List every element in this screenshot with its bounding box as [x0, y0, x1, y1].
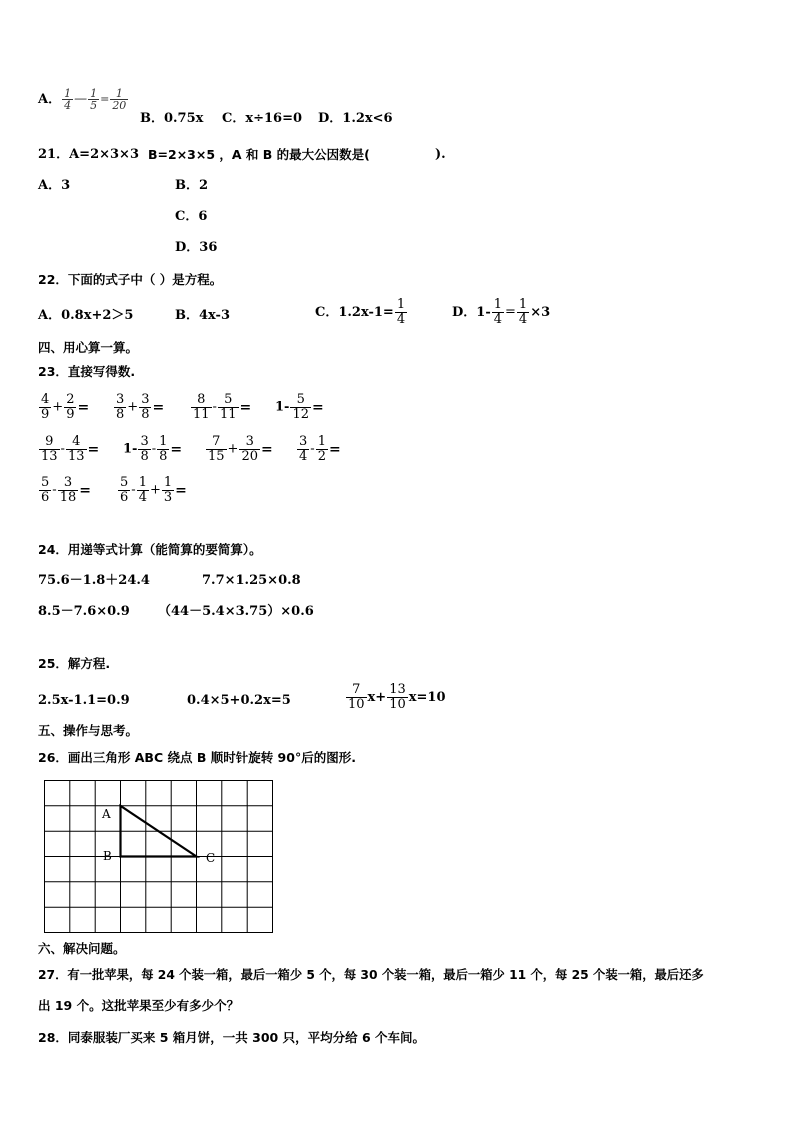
- fraction: $\frac{3}{18}$: [59, 475, 77, 505]
- q20-option-d: D．1.2x<6: [318, 111, 393, 126]
- q25-equation-a: 2.5x-1.1=0.9: [38, 693, 130, 708]
- q23-expr-9: $\frac{5}{6}$ - $\frac{3}{18}$ =: [41, 475, 91, 505]
- q23-expr-1: $\frac{4}{9}$ + $\frac{2}{9}$ =: [41, 392, 90, 422]
- q23-expr-6: 1- $\frac{3}{8}$ - $\frac{1}{8}$ =: [123, 434, 183, 464]
- q25-stem: 25．解方程.: [38, 656, 111, 671]
- q27-line-1: 27．有一批苹果，每 24 个装一箱，最后一箱少 5 个，每 30 个装一箱，最后一箱少 11 个，每 25 个装一箱，最后还多: [38, 968, 704, 982]
- fraction: $\frac{1}{20}$: [112, 87, 127, 112]
- q22-option-d: D．1- $\frac{1}{4}$ = $\frac{1}{4}$ ×3: [452, 297, 551, 327]
- fraction: $\frac{1}{4}$: [518, 297, 528, 327]
- q20-options: A． $\frac{1}{4}$ — $\frac{1}{5}$ = $\frac{1}{20}$: [38, 87, 127, 112]
- fraction: $\frac{1}{4}$: [493, 297, 502, 327]
- q21-stem-end: ).: [435, 147, 446, 162]
- fraction: $\frac{3}{8}$: [141, 392, 150, 422]
- q21-option-d: D．36: [175, 240, 218, 255]
- section-5-title: 五、操作与思考。: [38, 723, 139, 738]
- q23-expr-3: $\frac{8}{11}$ - $\frac{5}{11}$ =: [193, 392, 252, 422]
- vertex-label-c: C: [206, 851, 216, 865]
- fraction: $\frac{3}{8}$: [116, 392, 125, 422]
- fraction: $\frac{1}{2}$: [317, 434, 326, 464]
- q23-expr-2: $\frac{3}{8}$ + $\frac{3}{8}$ =: [116, 392, 165, 422]
- fraction: $\frac{8}{11}$: [193, 392, 210, 422]
- q28-line-1: 28．同泰服装厂买来 5 箱月饼，一共 300 只，平均分给 6 个车间。: [38, 1030, 425, 1045]
- fraction: $\frac{1}{8}$: [159, 434, 168, 464]
- fraction: $\frac{1}{4}$: [64, 87, 72, 112]
- q24-expr-a: 75.6－1.8＋24.4: [38, 573, 150, 588]
- fraction: $\frac{4}{9}$: [41, 392, 50, 422]
- fraction: $\frac{1}{3}$: [163, 475, 173, 505]
- q23-expr-7: $\frac{7}{15}$ + $\frac{3}{20}$ =: [208, 434, 273, 464]
- q25-equation-c: $\frac{7}{10}$ x+ $\frac{13}{10}$ x=10: [348, 682, 446, 712]
- fraction: $\frac{1}{4}$: [138, 475, 147, 505]
- q23-stem: 23．直接写得数.: [38, 364, 136, 379]
- q21-option-c: C．6: [175, 209, 208, 224]
- q23-expr-4: 1- $\frac{5}{12}$ =: [275, 392, 324, 422]
- vertex-label-a: A: [102, 807, 111, 821]
- q20-option-c: C．x÷16=0: [222, 111, 303, 126]
- q21-option-a: A．3: [38, 178, 71, 193]
- section-4-title: 四、用心算一算。: [38, 340, 139, 355]
- fraction: $\frac{3}{4}$: [299, 434, 308, 464]
- fraction: $\frac{2}{9}$: [66, 392, 75, 422]
- q22-option-a: A．0.8x+2＞5: [38, 308, 134, 323]
- q23-expr-10: $\frac{5}{6}$ - $\frac{1}{4}$ + $\frac{1}{3}$ =: [120, 475, 187, 505]
- q21-stem-b: B=2×3×5 ，A 和 B 的最大公因数是(: [148, 147, 370, 162]
- fraction: $\frac{1}{4}$: [396, 297, 406, 327]
- fraction: $\frac{13}{10}$: [389, 682, 406, 712]
- q25-equation-b: 0.4×5+0.2x=5: [187, 693, 291, 708]
- q24-expr-b: 7.7×1.25×0.8: [202, 573, 301, 588]
- q22-stem: 22．下面的式子中（ ）是方程。: [38, 272, 223, 287]
- fraction: $\frac{9}{13}$: [41, 434, 58, 464]
- fraction: $\frac{5}{11}$: [219, 392, 237, 422]
- q26-stem: 26．画出三角形 ABC 绕点 B 顺时针旋转 90°后的图形.: [38, 750, 356, 765]
- section-6-title: 六、解决问题。: [38, 941, 126, 956]
- q20-option-b: B．0.75x: [140, 111, 204, 126]
- q24-expr-d: （44－5.4×3.75）×0.6: [158, 604, 314, 619]
- fraction: $\frac{3}{20}$: [241, 434, 258, 464]
- q23-expr-8: $\frac{3}{4}$ - $\frac{1}{2}$ =: [299, 434, 341, 464]
- q21-stem-a: 21．A=2×3×3: [38, 147, 139, 162]
- q27-line-2: 出 19 个。这批苹果至少有多少个？: [38, 998, 240, 1013]
- fraction: $\frac{1}{5}$: [90, 87, 98, 112]
- fraction: $\frac{3}{8}$: [140, 434, 149, 464]
- fraction: $\frac{5}{6}$: [120, 475, 129, 505]
- q24-expr-c: 8.5－7.6×0.9: [38, 604, 130, 619]
- q22-option-c: C．1.2x-1= $\frac{1}{4}$: [315, 297, 406, 327]
- q23-expr-5: $\frac{9}{13}$ - $\frac{4}{13}$ =: [41, 434, 100, 464]
- fraction: $\frac{5}{12}$: [292, 392, 309, 422]
- rotation-grid: [44, 780, 274, 935]
- fraction: $\frac{7}{15}$: [208, 434, 225, 464]
- q22-option-b: B．4x-3: [175, 308, 230, 323]
- q24-stem: 24．用递等式计算（能简算的要简算）。: [38, 542, 262, 557]
- vertex-label-b: B: [103, 849, 112, 863]
- q20-option-a-label: A．: [38, 92, 62, 107]
- q21-option-b: B．2: [175, 178, 209, 193]
- fraction: $\frac{7}{10}$: [348, 682, 365, 712]
- fraction: $\frac{5}{6}$: [41, 475, 50, 505]
- fraction: $\frac{4}{13}$: [67, 434, 85, 464]
